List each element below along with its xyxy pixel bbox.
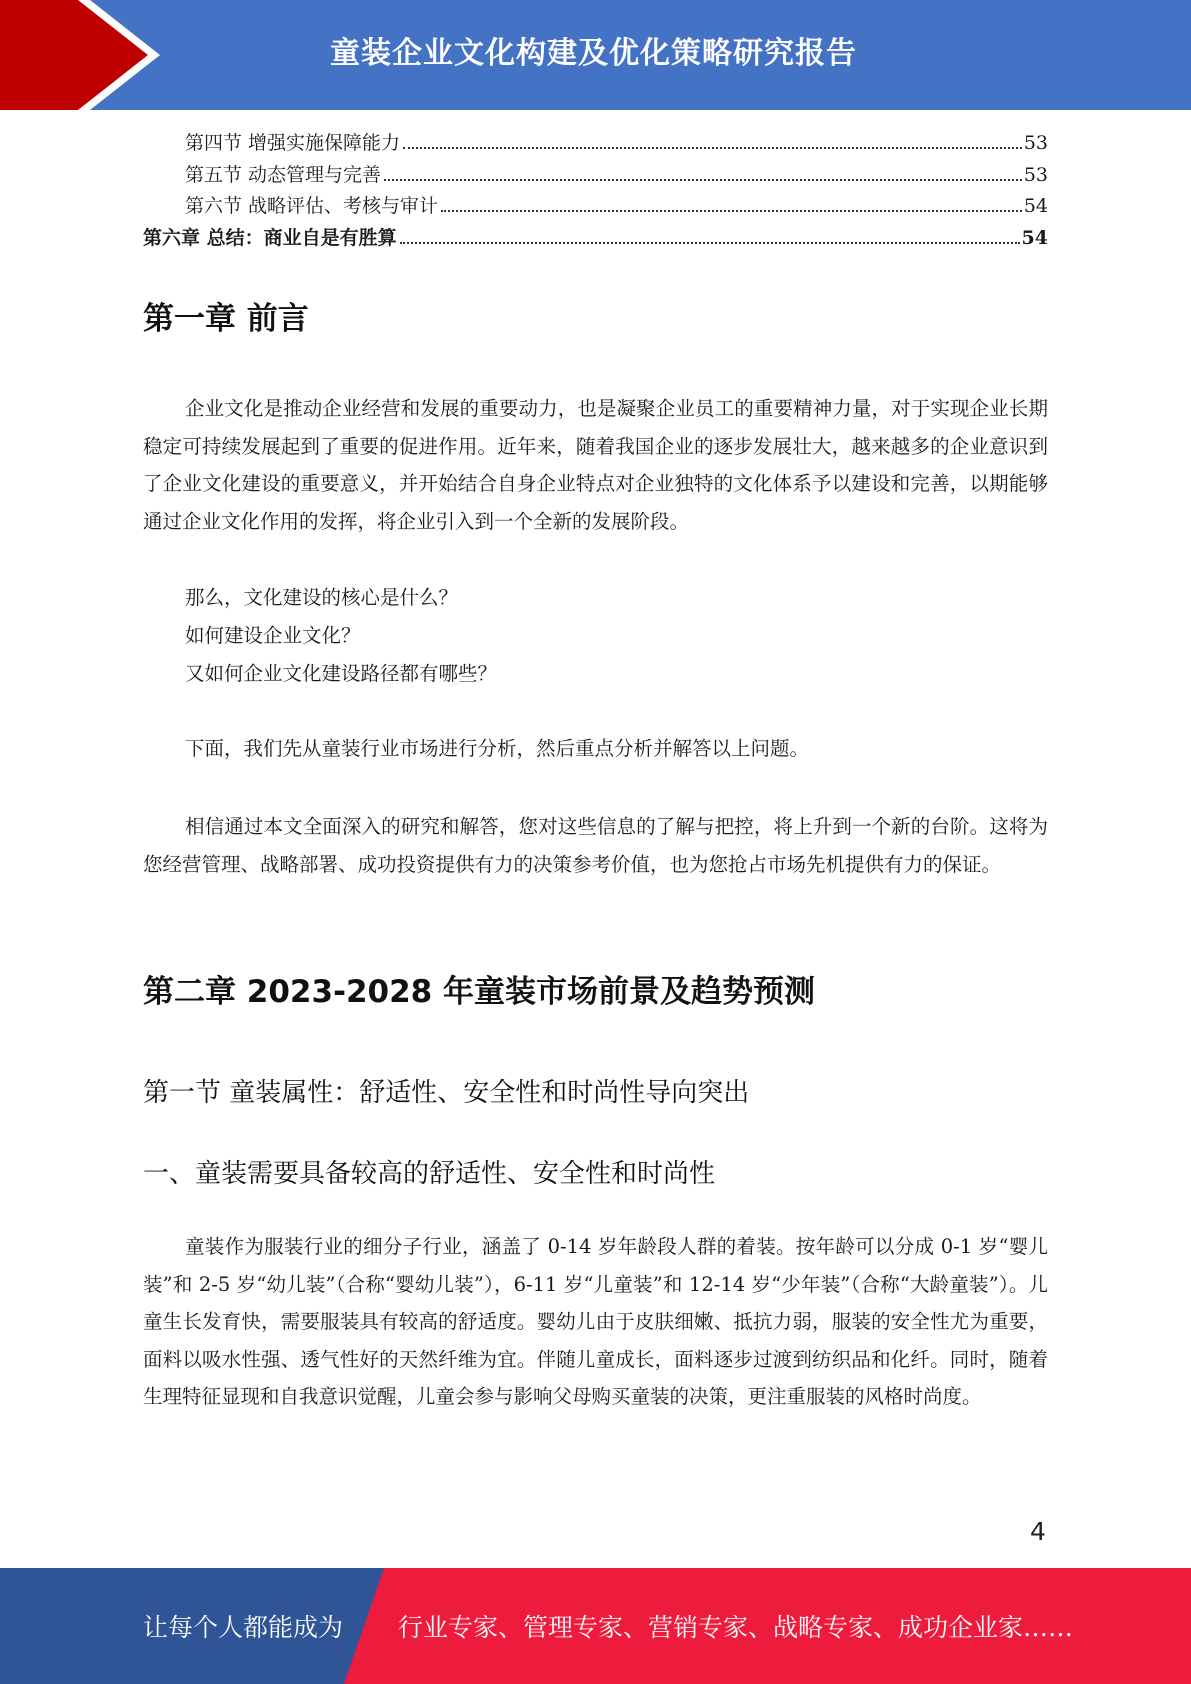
toc-leader-dots xyxy=(441,209,1022,212)
chapter-2-paragraph-1: 童装作为服装行业的细分子行业，涵盖了 0-14 岁年龄段人群的着装。按年龄可以分成 0-1 岁“婴儿装”和 2-5 岁“幼儿装”（合称“婴幼儿装”），6-11 岁“儿童装”和 12-14 岁“少年装”（合称“大龄童装”）。儿童生长发育快，需要服装具有较高的舒适度。婴幼儿由于皮肤细嫩、抵抗力弱，服装的安全性尤为重要，面料以吸水性强、透气性好的天然纤维为宜。伴随儿童成长，面料逐步过渡到纺织品和化纤。同时，随着生理特征显现和自我意识觉醒，儿童会参与影响父母购买童装的决策，更注重服装的风格时尚度。 xyxy=(143,1235,1048,1408)
chapter-1-paragraph-3: 相信通过本文全面深入的研究和解答，您对这些信息的了解与把控，将上升到一个新的台阶。这将为您经营管理、战略部署、成功投资提供有力的决策参考价值，也为您抢占市场先机提供有力的保证。 xyxy=(143,815,1048,876)
toc-entry-label: 第六节 战略评估、考核与审计 xyxy=(185,195,439,217)
question-line: 如何建设企业文化？ xyxy=(185,624,361,647)
chapter-1-paragraph-1: 企业文化是推动企业经营和发展的重要动力，也是凝聚企业员工的重要精神力量，对于实现企业长期稳定可持续发展起到了重要的促进作用。近年来，随着我国企业的逐步发展壮大，越来越多的企业意识到了企业文化建设的重要意义，并开始结合自身企业特点对企业独特的文化体系予以建设和完善，以期能够通过企业文化作用的发挥，将企业引入到一个全新的发展阶段。 xyxy=(143,397,1048,533)
toc-entry[interactable] xyxy=(143,128,1048,160)
header-title: 童装企业文化构建及优化策略研究报告 xyxy=(330,36,857,71)
chapter-1-title: 第一章 前言 xyxy=(143,301,309,337)
toc-leader-dots xyxy=(403,146,1022,149)
question-line: 那么，文化建设的核心是什么？ xyxy=(185,586,459,609)
footer-slogan-right: 行业专家、管理专家、营销专家、战略专家、成功企业家…… xyxy=(398,1613,1074,1642)
toc-entry[interactable] xyxy=(143,191,1048,223)
toc-entry-chapter[interactable] xyxy=(143,223,1048,255)
toc-entry-label: 第五节 动态管理与完善 xyxy=(185,163,382,186)
toc-entry[interactable] xyxy=(143,160,1048,192)
question-line: 又如何企业文化建设路径都有哪些？ xyxy=(185,662,498,685)
page-header xyxy=(0,0,1191,110)
table-of-contents xyxy=(143,128,1048,254)
toc-entry-page: 53 xyxy=(1023,132,1048,154)
page-number: 4 xyxy=(1030,1517,1046,1546)
toc-entry-page: 53 xyxy=(1023,163,1048,186)
toc-entry-label: 第六章 总结：商业自是有胜算 xyxy=(143,226,397,249)
toc-entry-page: 54 xyxy=(1021,226,1048,249)
chapter-1-paragraph-2: 下面，我们先从童装行业市场进行分析，然后重点分析并解答以上问题。 xyxy=(185,737,810,760)
section-1-title: 第一节 童装属性：舒适性、安全性和时尚性导向突出 xyxy=(143,1078,750,1108)
page-footer xyxy=(0,1568,1191,1684)
subsection-1-title: 一、童装需要具备较高的舒适性、安全性和时尚性 xyxy=(143,1159,716,1189)
toc-entry-page: 54 xyxy=(1023,195,1048,217)
toc-entry-label: 第四节 增强实施保障能力 xyxy=(185,132,401,154)
chapter-2-title: 第二章 2023-2028 年童装市场前景及趋势预测 xyxy=(143,974,816,1010)
toc-leader-dots xyxy=(384,178,1022,181)
footer-slogan-left: 让每个人都能成为 xyxy=(143,1613,344,1642)
toc-leader-dots xyxy=(400,241,1020,244)
